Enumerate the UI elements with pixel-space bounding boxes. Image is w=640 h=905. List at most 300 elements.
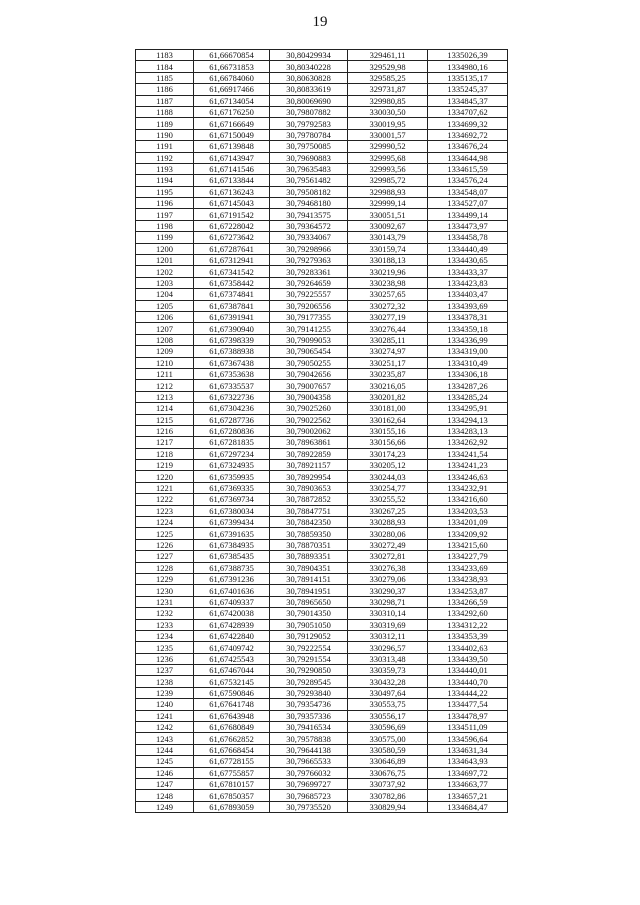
longitude-cell: 30,79014350 <box>270 608 348 619</box>
longitude-cell: 30,79177355 <box>270 311 348 322</box>
longitude-cell: 30,78847751 <box>270 505 348 516</box>
y-coordinate-cell: 1335026,39 <box>428 50 508 61</box>
x-coordinate-cell: 329993,56 <box>348 163 428 174</box>
table-row <box>136 311 508 322</box>
point-number-cell: 1196 <box>136 198 194 209</box>
point-number-cell: 1185 <box>136 72 194 83</box>
longitude-cell: 30,79222554 <box>270 642 348 653</box>
latitude-cell: 61,67384935 <box>194 539 270 550</box>
table-row <box>136 573 508 584</box>
longitude-cell: 30,78963861 <box>270 437 348 448</box>
latitude-cell: 61,67425543 <box>194 653 270 664</box>
point-number-cell: 1193 <box>136 163 194 174</box>
point-number-cell: 1205 <box>136 300 194 311</box>
longitude-cell: 30,79290850 <box>270 665 348 676</box>
table-row <box>136 95 508 106</box>
longitude-cell: 30,79334067 <box>270 232 348 243</box>
y-coordinate-cell: 1334440,01 <box>428 665 508 676</box>
point-number-cell: 1220 <box>136 471 194 482</box>
x-coordinate-cell: 330298,71 <box>348 596 428 607</box>
point-number-cell: 1248 <box>136 790 194 801</box>
x-coordinate-cell: 330255,52 <box>348 494 428 505</box>
x-coordinate-cell: 329461,11 <box>348 50 428 61</box>
x-coordinate-cell: 330296,57 <box>348 642 428 653</box>
longitude-cell: 30,79685723 <box>270 790 348 801</box>
table-row <box>136 653 508 664</box>
table-row <box>136 129 508 140</box>
y-coordinate-cell: 1334233,69 <box>428 562 508 573</box>
table-row <box>136 551 508 562</box>
table-row <box>136 619 508 630</box>
x-coordinate-cell: 330556,17 <box>348 710 428 721</box>
longitude-cell: 30,79508182 <box>270 186 348 197</box>
longitude-cell: 30,79264659 <box>270 277 348 288</box>
longitude-cell: 30,79002062 <box>270 425 348 436</box>
y-coordinate-cell: 1334657,21 <box>428 790 508 801</box>
latitude-cell: 61,67297234 <box>194 448 270 459</box>
point-number-cell: 1209 <box>136 346 194 357</box>
latitude-cell: 61,67422840 <box>194 630 270 641</box>
longitude-cell: 30,79735520 <box>270 801 348 812</box>
x-coordinate-cell: 330279,06 <box>348 573 428 584</box>
table-row <box>136 380 508 391</box>
latitude-cell: 61,67136243 <box>194 186 270 197</box>
latitude-cell: 61,67358442 <box>194 277 270 288</box>
point-number-cell: 1224 <box>136 517 194 528</box>
table-row <box>136 790 508 801</box>
table-row <box>136 699 508 710</box>
x-coordinate-cell: 330319,69 <box>348 619 428 630</box>
longitude-cell: 30,79022562 <box>270 414 348 425</box>
y-coordinate-cell: 1334246,63 <box>428 471 508 482</box>
latitude-cell: 61,67143947 <box>194 152 270 163</box>
y-coordinate-cell: 1334548,07 <box>428 186 508 197</box>
latitude-cell: 61,67409337 <box>194 596 270 607</box>
x-coordinate-cell: 330274,97 <box>348 346 428 357</box>
point-number-cell: 1230 <box>136 585 194 596</box>
y-coordinate-cell: 1334403,47 <box>428 289 508 300</box>
longitude-cell: 30,79561482 <box>270 175 348 186</box>
longitude-cell: 30,78922859 <box>270 448 348 459</box>
point-number-cell: 1241 <box>136 710 194 721</box>
longitude-cell: 30,80340228 <box>270 61 348 72</box>
table-row <box>136 437 508 448</box>
table-row <box>136 494 508 505</box>
point-number-cell: 1221 <box>136 482 194 493</box>
latitude-cell: 61,67680849 <box>194 722 270 733</box>
y-coordinate-cell: 1334238,93 <box>428 573 508 584</box>
x-coordinate-cell: 330238,98 <box>348 277 428 288</box>
latitude-cell: 61,67728155 <box>194 756 270 767</box>
latitude-cell: 61,67134054 <box>194 95 270 106</box>
point-number-cell: 1237 <box>136 665 194 676</box>
x-coordinate-cell: 330181,00 <box>348 403 428 414</box>
longitude-cell: 30,78859350 <box>270 528 348 539</box>
y-coordinate-cell: 1334216,60 <box>428 494 508 505</box>
table-row <box>136 710 508 721</box>
longitude-cell: 30,78893351 <box>270 551 348 562</box>
point-number-cell: 1210 <box>136 357 194 368</box>
point-number-cell: 1194 <box>136 175 194 186</box>
latitude-cell: 61,67391941 <box>194 311 270 322</box>
point-number-cell: 1228 <box>136 562 194 573</box>
y-coordinate-cell: 1334692,72 <box>428 129 508 140</box>
x-coordinate-cell: 330553,75 <box>348 699 428 710</box>
point-number-cell: 1231 <box>136 596 194 607</box>
latitude-cell: 61,67150049 <box>194 129 270 140</box>
y-coordinate-cell: 1334440,49 <box>428 243 508 254</box>
latitude-cell: 61,67133844 <box>194 175 270 186</box>
table-row <box>136 243 508 254</box>
y-coordinate-cell: 1334232,91 <box>428 482 508 493</box>
longitude-cell: 30,79416534 <box>270 722 348 733</box>
point-number-cell: 1201 <box>136 255 194 266</box>
latitude-cell: 61,67399434 <box>194 517 270 528</box>
table-row <box>136 482 508 493</box>
latitude-cell: 61,67755857 <box>194 767 270 778</box>
x-coordinate-cell: 330432,28 <box>348 676 428 687</box>
latitude-cell: 61,67387841 <box>194 300 270 311</box>
x-coordinate-cell: 330782,86 <box>348 790 428 801</box>
y-coordinate-cell: 1334378,31 <box>428 311 508 322</box>
longitude-cell: 30,79225557 <box>270 289 348 300</box>
x-coordinate-cell: 329985,72 <box>348 175 428 186</box>
table-row <box>136 744 508 755</box>
longitude-cell: 30,79025260 <box>270 403 348 414</box>
x-coordinate-cell: 329980,85 <box>348 95 428 106</box>
latitude-cell: 61,67668454 <box>194 744 270 755</box>
x-coordinate-cell: 330219,96 <box>348 266 428 277</box>
table-row <box>136 175 508 186</box>
point-number-cell: 1223 <box>136 505 194 516</box>
latitude-cell: 61,67467044 <box>194 665 270 676</box>
longitude-cell: 30,78904351 <box>270 562 348 573</box>
longitude-cell: 30,78870351 <box>270 539 348 550</box>
table-row <box>136 585 508 596</box>
longitude-cell: 30,79665533 <box>270 756 348 767</box>
table-row <box>136 687 508 698</box>
y-coordinate-cell: 1334253,87 <box>428 585 508 596</box>
point-number-cell: 1225 <box>136 528 194 539</box>
point-number-cell: 1211 <box>136 368 194 379</box>
table-row <box>136 266 508 277</box>
point-number-cell: 1242 <box>136 722 194 733</box>
latitude-cell: 61,67341542 <box>194 266 270 277</box>
y-coordinate-cell: 1334209,92 <box>428 528 508 539</box>
longitude-cell: 30,79364572 <box>270 220 348 231</box>
longitude-cell: 30,78914151 <box>270 573 348 584</box>
latitude-cell: 61,67374841 <box>194 289 270 300</box>
point-number-cell: 1212 <box>136 380 194 391</box>
point-number-cell: 1207 <box>136 323 194 334</box>
point-number-cell: 1218 <box>136 448 194 459</box>
x-coordinate-cell: 329585,25 <box>348 72 428 83</box>
x-coordinate-cell: 330288,93 <box>348 517 428 528</box>
longitude-cell: 30,79099053 <box>270 334 348 345</box>
point-number-cell: 1204 <box>136 289 194 300</box>
point-number-cell: 1213 <box>136 391 194 402</box>
latitude-cell: 61,67390940 <box>194 323 270 334</box>
table-row <box>136 517 508 528</box>
table-row <box>136 779 508 790</box>
latitude-cell: 61,67304236 <box>194 403 270 414</box>
y-coordinate-cell: 1334440,70 <box>428 676 508 687</box>
point-number-cell: 1184 <box>136 61 194 72</box>
y-coordinate-cell: 1334215,60 <box>428 539 508 550</box>
table-row <box>136 357 508 368</box>
longitude-cell: 30,79635483 <box>270 163 348 174</box>
x-coordinate-cell: 330254,77 <box>348 482 428 493</box>
table-row <box>136 608 508 619</box>
x-coordinate-cell: 330359,73 <box>348 665 428 676</box>
longitude-cell: 30,78903653 <box>270 482 348 493</box>
x-coordinate-cell: 330235,87 <box>348 368 428 379</box>
y-coordinate-cell: 1334845,37 <box>428 95 508 106</box>
x-coordinate-cell: 329988,93 <box>348 186 428 197</box>
table-row <box>136 198 508 209</box>
y-coordinate-cell: 1334287,26 <box>428 380 508 391</box>
point-number-cell: 1222 <box>136 494 194 505</box>
point-number-cell: 1235 <box>136 642 194 653</box>
y-coordinate-cell: 1334596,64 <box>428 733 508 744</box>
y-coordinate-cell: 1334266,59 <box>428 596 508 607</box>
x-coordinate-cell: 330092,67 <box>348 220 428 231</box>
longitude-cell: 30,79065454 <box>270 346 348 357</box>
longitude-cell: 30,79129052 <box>270 630 348 641</box>
point-number-cell: 1247 <box>136 779 194 790</box>
x-coordinate-cell: 330156,66 <box>348 437 428 448</box>
latitude-cell: 61,67641748 <box>194 699 270 710</box>
y-coordinate-cell: 1334336,99 <box>428 334 508 345</box>
point-number-cell: 1232 <box>136 608 194 619</box>
table-row <box>136 448 508 459</box>
y-coordinate-cell: 1334980,16 <box>428 61 508 72</box>
y-coordinate-cell: 1334433,37 <box>428 266 508 277</box>
latitude-cell: 61,67287641 <box>194 243 270 254</box>
latitude-cell: 61,66917466 <box>194 84 270 95</box>
y-coordinate-cell: 1334319,00 <box>428 346 508 357</box>
latitude-cell: 61,67662852 <box>194 733 270 744</box>
y-coordinate-cell: 1334241,54 <box>428 448 508 459</box>
longitude-cell: 30,78921157 <box>270 460 348 471</box>
latitude-cell: 61,66731853 <box>194 61 270 72</box>
latitude-cell: 61,67166649 <box>194 118 270 129</box>
point-number-cell: 1215 <box>136 414 194 425</box>
y-coordinate-cell: 1334306,18 <box>428 368 508 379</box>
latitude-cell: 61,67388938 <box>194 346 270 357</box>
y-coordinate-cell: 1334444,22 <box>428 687 508 698</box>
table-row <box>136 118 508 129</box>
point-number-cell: 1203 <box>136 277 194 288</box>
latitude-cell: 61,67141546 <box>194 163 270 174</box>
longitude-cell: 30,79042656 <box>270 368 348 379</box>
table-row <box>136 84 508 95</box>
table-row <box>136 733 508 744</box>
latitude-cell: 61,67312941 <box>194 255 270 266</box>
longitude-cell: 30,79699727 <box>270 779 348 790</box>
longitude-cell: 30,79807882 <box>270 106 348 117</box>
longitude-cell: 30,78965650 <box>270 596 348 607</box>
x-coordinate-cell: 330313,48 <box>348 653 428 664</box>
y-coordinate-cell: 1334473,97 <box>428 220 508 231</box>
y-coordinate-cell: 1334430,65 <box>428 255 508 266</box>
table-row <box>136 391 508 402</box>
table-row <box>136 334 508 345</box>
longitude-cell: 30,79283361 <box>270 266 348 277</box>
y-coordinate-cell: 1334478,97 <box>428 710 508 721</box>
x-coordinate-cell: 330201,82 <box>348 391 428 402</box>
x-coordinate-cell: 330267,25 <box>348 505 428 516</box>
latitude-cell: 61,67359935 <box>194 471 270 482</box>
y-coordinate-cell: 1334423,83 <box>428 277 508 288</box>
point-number-cell: 1236 <box>136 653 194 664</box>
latitude-cell: 61,66784060 <box>194 72 270 83</box>
table-row <box>136 767 508 778</box>
latitude-cell: 61,67280836 <box>194 425 270 436</box>
longitude-cell: 30,79413575 <box>270 209 348 220</box>
x-coordinate-cell: 330580,59 <box>348 744 428 755</box>
table-row <box>136 528 508 539</box>
point-number-cell: 1240 <box>136 699 194 710</box>
page-number: 19 <box>312 14 328 30</box>
y-coordinate-cell: 1334527,07 <box>428 198 508 209</box>
longitude-cell: 30,79792583 <box>270 118 348 129</box>
latitude-cell: 61,67367438 <box>194 357 270 368</box>
longitude-cell: 30,79468180 <box>270 198 348 209</box>
y-coordinate-cell: 1334615,59 <box>428 163 508 174</box>
longitude-cell: 30,79578838 <box>270 733 348 744</box>
table-row <box>136 141 508 152</box>
x-coordinate-cell: 329731,87 <box>348 84 428 95</box>
point-number-cell: 1239 <box>136 687 194 698</box>
point-number-cell: 1229 <box>136 573 194 584</box>
point-number-cell: 1192 <box>136 152 194 163</box>
table-row <box>136 255 508 266</box>
table-row <box>136 722 508 733</box>
y-coordinate-cell: 1334353,39 <box>428 630 508 641</box>
y-coordinate-cell: 1334283,13 <box>428 425 508 436</box>
latitude-cell: 61,67324935 <box>194 460 270 471</box>
y-coordinate-cell: 1334294,13 <box>428 414 508 425</box>
latitude-cell: 61,67191542 <box>194 209 270 220</box>
y-coordinate-cell: 1334631,34 <box>428 744 508 755</box>
y-coordinate-cell: 1334576,24 <box>428 175 508 186</box>
latitude-cell: 61,67380034 <box>194 505 270 516</box>
table-row <box>136 300 508 311</box>
y-coordinate-cell: 1335135,17 <box>428 72 508 83</box>
y-coordinate-cell: 1334663,77 <box>428 779 508 790</box>
y-coordinate-cell: 1334312,22 <box>428 619 508 630</box>
y-coordinate-cell: 1334262,92 <box>428 437 508 448</box>
latitude-cell: 61,67810157 <box>194 779 270 790</box>
y-coordinate-cell: 1334511,09 <box>428 722 508 733</box>
y-coordinate-cell: 1334359,18 <box>428 323 508 334</box>
point-number-cell: 1208 <box>136 334 194 345</box>
x-coordinate-cell: 330676,75 <box>348 767 428 778</box>
longitude-cell: 30,80429934 <box>270 50 348 61</box>
table-row <box>136 596 508 607</box>
latitude-cell: 61,67369734 <box>194 494 270 505</box>
table-row <box>136 562 508 573</box>
x-coordinate-cell: 330276,38 <box>348 562 428 573</box>
x-coordinate-cell: 330001,57 <box>348 129 428 140</box>
point-number-cell: 1188 <box>136 106 194 117</box>
table-row <box>136 61 508 72</box>
latitude-cell: 61,67287736 <box>194 414 270 425</box>
y-coordinate-cell: 1334643,93 <box>428 756 508 767</box>
longitude-cell: 30,79293840 <box>270 687 348 698</box>
y-coordinate-cell: 1334292,60 <box>428 608 508 619</box>
point-number-cell: 1226 <box>136 539 194 550</box>
y-coordinate-cell: 1334201,09 <box>428 517 508 528</box>
longitude-cell: 30,79050255 <box>270 357 348 368</box>
y-coordinate-cell: 1334697,72 <box>428 767 508 778</box>
table-row <box>136 50 508 61</box>
x-coordinate-cell: 329990,52 <box>348 141 428 152</box>
longitude-cell: 30,79354736 <box>270 699 348 710</box>
table-row <box>136 232 508 243</box>
point-number-cell: 1243 <box>136 733 194 744</box>
y-coordinate-cell: 1334644,98 <box>428 152 508 163</box>
longitude-cell: 30,79690883 <box>270 152 348 163</box>
y-coordinate-cell: 1334477,54 <box>428 699 508 710</box>
latitude-cell: 61,67643948 <box>194 710 270 721</box>
latitude-cell: 61,67398339 <box>194 334 270 345</box>
latitude-cell: 61,67385435 <box>194 551 270 562</box>
x-coordinate-cell: 330272,49 <box>348 539 428 550</box>
latitude-cell: 61,67228042 <box>194 220 270 231</box>
latitude-cell: 61,67409742 <box>194 642 270 653</box>
x-coordinate-cell: 330205,12 <box>348 460 428 471</box>
x-coordinate-cell: 330829,94 <box>348 801 428 812</box>
latitude-cell: 61,67335537 <box>194 380 270 391</box>
x-coordinate-cell: 330251,17 <box>348 357 428 368</box>
x-coordinate-cell: 330310,14 <box>348 608 428 619</box>
longitude-cell: 30,79289545 <box>270 676 348 687</box>
y-coordinate-cell: 1334203,53 <box>428 505 508 516</box>
longitude-cell: 30,79750085 <box>270 141 348 152</box>
latitude-cell: 61,67145043 <box>194 198 270 209</box>
longitude-cell: 30,79279363 <box>270 255 348 266</box>
point-number-cell: 1189 <box>136 118 194 129</box>
x-coordinate-cell: 330290,37 <box>348 585 428 596</box>
latitude-cell: 61,67388735 <box>194 562 270 573</box>
x-coordinate-cell: 330312,11 <box>348 630 428 641</box>
x-coordinate-cell: 329995,68 <box>348 152 428 163</box>
y-coordinate-cell: 1334393,69 <box>428 300 508 311</box>
longitude-cell: 30,79206556 <box>270 300 348 311</box>
point-number-cell: 1200 <box>136 243 194 254</box>
point-number-cell: 1234 <box>136 630 194 641</box>
x-coordinate-cell: 330272,32 <box>348 300 428 311</box>
y-coordinate-cell: 1334458,78 <box>428 232 508 243</box>
x-coordinate-cell: 330244,03 <box>348 471 428 482</box>
table-row <box>136 756 508 767</box>
x-coordinate-cell: 330285,11 <box>348 334 428 345</box>
point-number-cell: 1244 <box>136 744 194 755</box>
x-coordinate-cell: 330596,69 <box>348 722 428 733</box>
longitude-cell: 30,78929954 <box>270 471 348 482</box>
longitude-cell: 30,79298966 <box>270 243 348 254</box>
longitude-cell: 30,80630828 <box>270 72 348 83</box>
longitude-cell: 30,78842350 <box>270 517 348 528</box>
table-row <box>136 152 508 163</box>
latitude-cell: 61,67391635 <box>194 528 270 539</box>
y-coordinate-cell: 1334310,49 <box>428 357 508 368</box>
x-coordinate-cell: 330216,05 <box>348 380 428 391</box>
table-row <box>136 539 508 550</box>
latitude-cell: 61,67139848 <box>194 141 270 152</box>
